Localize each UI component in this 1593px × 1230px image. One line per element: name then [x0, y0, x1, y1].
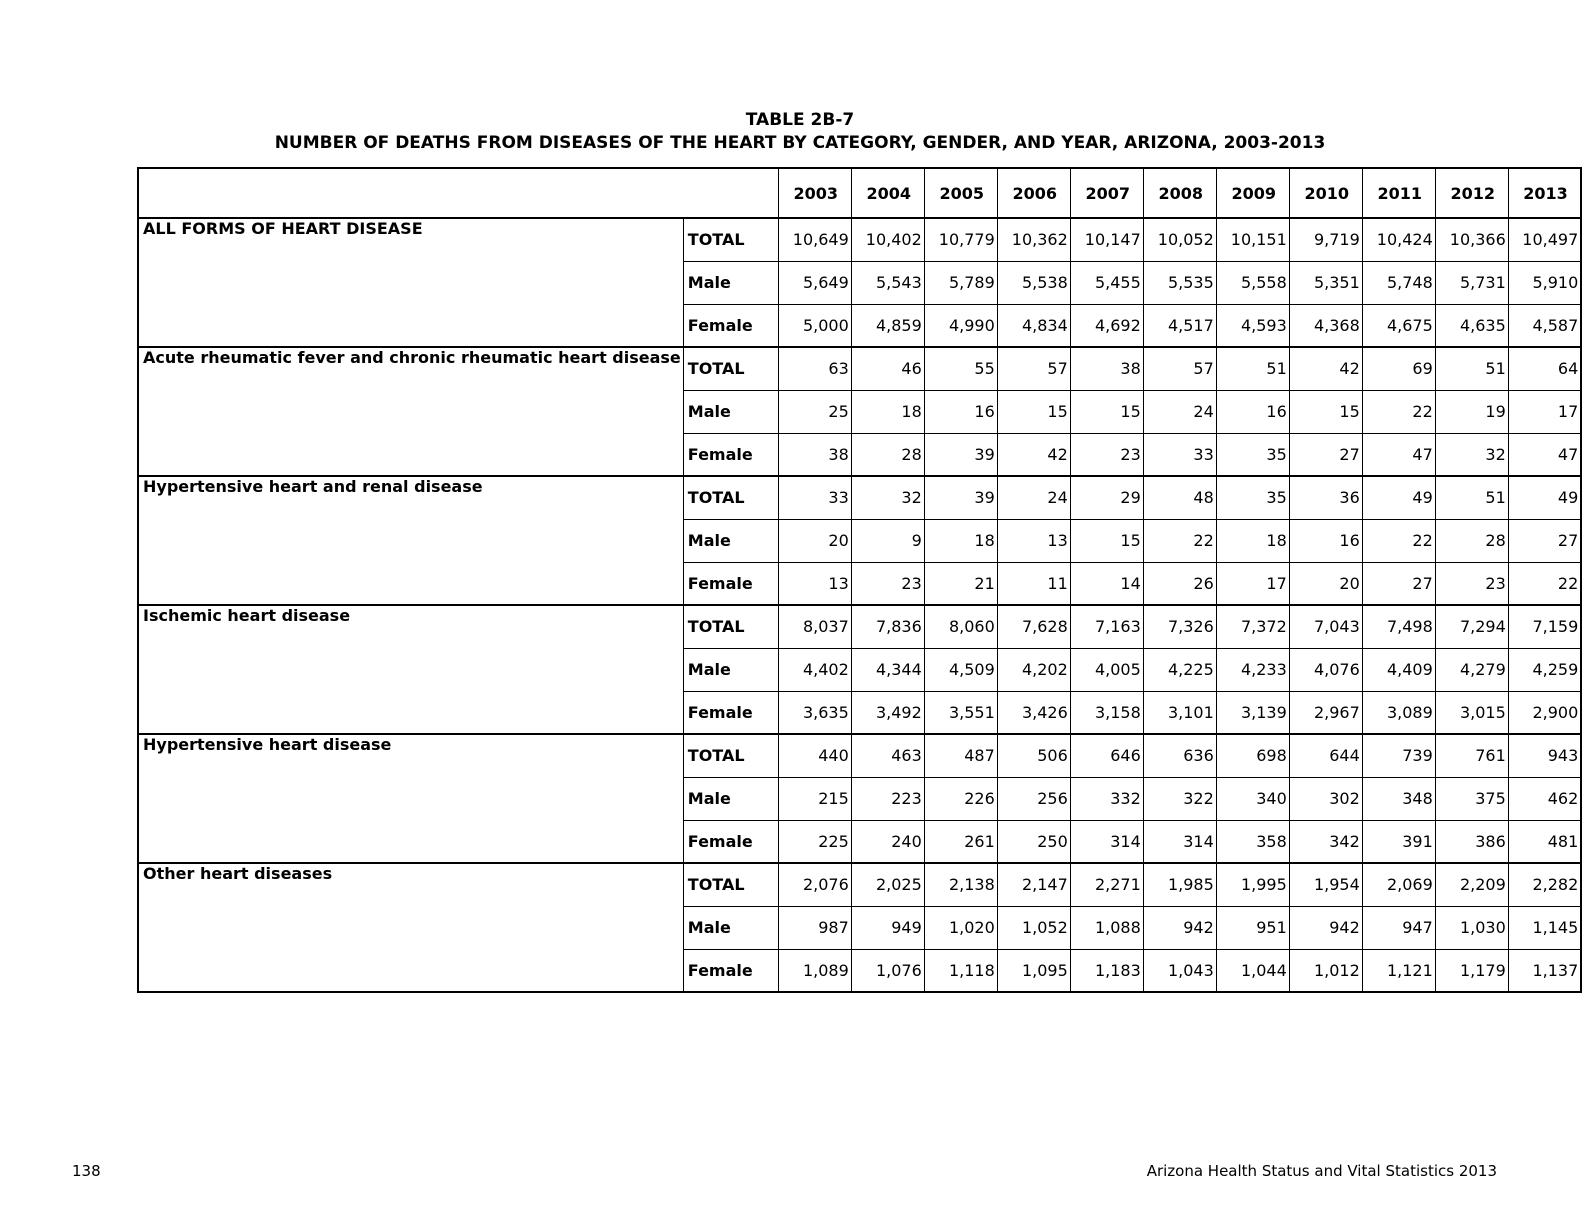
table-number: TABLE 2B-7 — [745, 110, 855, 130]
value-cell: 7,372 — [1216, 605, 1289, 648]
value-cell: 463 — [851, 734, 924, 777]
value-cell: 223 — [851, 777, 924, 820]
value-cell: 348 — [1362, 777, 1435, 820]
table-row — [138, 863, 1581, 906]
value-cell: 1,995 — [1216, 863, 1289, 906]
year-header-2008: 2008 — [1143, 168, 1216, 218]
value-cell: 10,052 — [1143, 218, 1216, 261]
value-cell: 947 — [1362, 906, 1435, 949]
value-cell: 4,692 — [1070, 304, 1143, 347]
value-cell: 644 — [1289, 734, 1362, 777]
value-cell: 1,020 — [924, 906, 997, 949]
value-cell: 7,836 — [851, 605, 924, 648]
value-cell: 4,834 — [997, 304, 1070, 347]
gender-label: Male — [683, 648, 778, 691]
value-cell: 51 — [1435, 347, 1508, 390]
value-cell: 2,138 — [924, 863, 997, 906]
value-cell: 10,362 — [997, 218, 1070, 261]
value-cell: 1,030 — [1435, 906, 1508, 949]
value-cell: 5,789 — [924, 261, 997, 304]
table-row — [138, 605, 1581, 648]
value-cell: 22 — [1508, 562, 1581, 605]
value-cell: 302 — [1289, 777, 1362, 820]
value-cell: 25 — [778, 390, 851, 433]
value-cell: 1,044 — [1216, 949, 1289, 992]
value-cell: 3,426 — [997, 691, 1070, 734]
value-cell: 2,025 — [851, 863, 924, 906]
value-cell: 951 — [1216, 906, 1289, 949]
value-cell: 35 — [1216, 476, 1289, 519]
value-cell: 33 — [1143, 433, 1216, 476]
value-cell: 3,089 — [1362, 691, 1435, 734]
value-cell: 1,095 — [997, 949, 1070, 992]
gender-label: TOTAL — [683, 347, 778, 390]
value-cell: 57 — [1143, 347, 1216, 390]
gender-label: Male — [683, 390, 778, 433]
heart-disease-deaths-table — [137, 167, 1582, 993]
value-cell: 4,344 — [851, 648, 924, 691]
value-cell: 332 — [1070, 777, 1143, 820]
value-cell: 22 — [1143, 519, 1216, 562]
value-cell: 15 — [1289, 390, 1362, 433]
year-header-2007: 2007 — [1070, 168, 1143, 218]
value-cell: 10,424 — [1362, 218, 1435, 261]
value-cell: 22 — [1362, 390, 1435, 433]
year-header-2013: 2013 — [1508, 168, 1581, 218]
value-cell: 18 — [1216, 519, 1289, 562]
value-cell: 38 — [778, 433, 851, 476]
gender-label: TOTAL — [683, 863, 778, 906]
value-cell: 7,498 — [1362, 605, 1435, 648]
value-cell: 1,137 — [1508, 949, 1581, 992]
gender-label: TOTAL — [683, 476, 778, 519]
header-row — [138, 168, 1581, 218]
value-cell: 51 — [1216, 347, 1289, 390]
value-cell: 1,985 — [1143, 863, 1216, 906]
value-cell: 2,209 — [1435, 863, 1508, 906]
value-cell: 375 — [1435, 777, 1508, 820]
value-cell: 342 — [1289, 820, 1362, 863]
value-cell: 1,118 — [924, 949, 997, 992]
value-cell: 1,043 — [1143, 949, 1216, 992]
value-cell: 4,517 — [1143, 304, 1216, 347]
value-cell: 7,043 — [1289, 605, 1362, 648]
year-header-2006: 2006 — [997, 168, 1070, 218]
year-header-2003: 2003 — [778, 168, 851, 218]
value-cell: 27 — [1508, 519, 1581, 562]
year-header-2009: 2009 — [1216, 168, 1289, 218]
value-cell: 250 — [997, 820, 1070, 863]
value-cell: 2,282 — [1508, 863, 1581, 906]
value-cell: 17 — [1216, 562, 1289, 605]
value-cell: 4,635 — [1435, 304, 1508, 347]
value-cell: 24 — [1143, 390, 1216, 433]
value-cell: 38 — [1070, 347, 1143, 390]
value-cell: 51 — [1435, 476, 1508, 519]
value-cell: 462 — [1508, 777, 1581, 820]
value-cell: 10,402 — [851, 218, 924, 261]
value-cell: 9 — [851, 519, 924, 562]
header-blank-cell — [138, 168, 778, 218]
value-cell: 5,558 — [1216, 261, 1289, 304]
value-cell: 47 — [1508, 433, 1581, 476]
gender-label: Female — [683, 949, 778, 992]
value-cell: 1,954 — [1289, 863, 1362, 906]
value-cell: 10,366 — [1435, 218, 1508, 261]
value-cell: 3,492 — [851, 691, 924, 734]
year-header-2004: 2004 — [851, 168, 924, 218]
category-label: Acute rheumatic fever and chronic rheumatic heart disease — [138, 347, 683, 476]
value-cell: 22 — [1362, 519, 1435, 562]
value-cell: 16 — [924, 390, 997, 433]
publication-footer: Arizona Health Status and Vital Statistics 2013 — [1146, 1162, 1497, 1180]
value-cell: 17 — [1508, 390, 1581, 433]
value-cell: 7,294 — [1435, 605, 1508, 648]
year-header-2011: 2011 — [1362, 168, 1435, 218]
category-label: Hypertensive heart and renal disease — [138, 476, 683, 605]
value-cell: 1,179 — [1435, 949, 1508, 992]
value-cell: 215 — [778, 777, 851, 820]
value-cell: 28 — [1435, 519, 1508, 562]
value-cell: 20 — [778, 519, 851, 562]
value-cell: 15 — [997, 390, 1070, 433]
value-cell: 7,326 — [1143, 605, 1216, 648]
value-cell: 20 — [1289, 562, 1362, 605]
category-label: Hypertensive heart disease — [138, 734, 683, 863]
gender-label: Female — [683, 562, 778, 605]
value-cell: 55 — [924, 347, 997, 390]
value-cell: 226 — [924, 777, 997, 820]
value-cell: 24 — [997, 476, 1070, 519]
value-cell: 5,000 — [778, 304, 851, 347]
value-cell: 7,628 — [997, 605, 1070, 648]
value-cell: 5,649 — [778, 261, 851, 304]
year-header-2005: 2005 — [924, 168, 997, 218]
value-cell: 506 — [997, 734, 1070, 777]
value-cell: 63 — [778, 347, 851, 390]
value-cell: 2,147 — [997, 863, 1070, 906]
value-cell: 261 — [924, 820, 997, 863]
value-cell: 27 — [1362, 562, 1435, 605]
value-cell: 3,551 — [924, 691, 997, 734]
value-cell: 322 — [1143, 777, 1216, 820]
value-cell: 1,052 — [997, 906, 1070, 949]
value-cell: 942 — [1143, 906, 1216, 949]
value-cell: 2,076 — [778, 863, 851, 906]
value-cell: 7,159 — [1508, 605, 1581, 648]
value-cell: 646 — [1070, 734, 1143, 777]
value-cell: 35 — [1216, 433, 1289, 476]
value-cell: 21 — [924, 562, 997, 605]
table-title: NUMBER OF DEATHS FROM DISEASES OF THE HEART BY CATEGORY, GENDER, AND YEAR, ARIZONA, 2003-2013 — [274, 133, 1326, 153]
value-cell: 225 — [778, 820, 851, 863]
gender-label: Male — [683, 906, 778, 949]
table-row — [138, 218, 1581, 261]
gender-label: Female — [683, 433, 778, 476]
value-cell: 13 — [778, 562, 851, 605]
value-cell: 64 — [1508, 347, 1581, 390]
value-cell: 1,088 — [1070, 906, 1143, 949]
value-cell: 5,455 — [1070, 261, 1143, 304]
value-cell: 2,069 — [1362, 863, 1435, 906]
value-cell: 5,748 — [1362, 261, 1435, 304]
value-cell: 5,543 — [851, 261, 924, 304]
value-cell: 26 — [1143, 562, 1216, 605]
value-cell: 57 — [997, 347, 1070, 390]
value-cell: 2,900 — [1508, 691, 1581, 734]
value-cell: 4,859 — [851, 304, 924, 347]
value-cell: 5,538 — [997, 261, 1070, 304]
value-cell: 358 — [1216, 820, 1289, 863]
value-cell: 4,259 — [1508, 648, 1581, 691]
gender-label: TOTAL — [683, 734, 778, 777]
value-cell: 32 — [1435, 433, 1508, 476]
value-cell: 10,147 — [1070, 218, 1143, 261]
value-cell: 16 — [1289, 519, 1362, 562]
value-cell: 340 — [1216, 777, 1289, 820]
value-cell: 739 — [1362, 734, 1435, 777]
value-cell: 698 — [1216, 734, 1289, 777]
gender-label: Female — [683, 691, 778, 734]
table-row — [138, 347, 1581, 390]
value-cell: 48 — [1143, 476, 1216, 519]
value-cell: 3,101 — [1143, 691, 1216, 734]
value-cell: 7,163 — [1070, 605, 1143, 648]
value-cell: 3,158 — [1070, 691, 1143, 734]
value-cell: 29 — [1070, 476, 1143, 519]
value-cell: 4,409 — [1362, 648, 1435, 691]
value-cell: 3,139 — [1216, 691, 1289, 734]
value-cell: 487 — [924, 734, 997, 777]
category-label: Other heart diseases — [138, 863, 683, 992]
value-cell: 4,076 — [1289, 648, 1362, 691]
gender-label: Male — [683, 261, 778, 304]
gender-label: Female — [683, 820, 778, 863]
value-cell: 49 — [1508, 476, 1581, 519]
year-header-2012: 2012 — [1435, 168, 1508, 218]
gender-label: TOTAL — [683, 218, 778, 261]
value-cell: 10,779 — [924, 218, 997, 261]
value-cell: 16 — [1216, 390, 1289, 433]
value-cell: 4,402 — [778, 648, 851, 691]
value-cell: 13 — [997, 519, 1070, 562]
value-cell: 46 — [851, 347, 924, 390]
value-cell: 23 — [851, 562, 924, 605]
value-cell: 42 — [1289, 347, 1362, 390]
value-cell: 8,060 — [924, 605, 997, 648]
value-cell: 10,649 — [778, 218, 851, 261]
value-cell: 5,731 — [1435, 261, 1508, 304]
value-cell: 5,351 — [1289, 261, 1362, 304]
value-cell: 39 — [924, 433, 997, 476]
value-cell: 314 — [1070, 820, 1143, 863]
value-cell: 15 — [1070, 390, 1143, 433]
value-cell: 481 — [1508, 820, 1581, 863]
value-cell: 18 — [924, 519, 997, 562]
value-cell: 4,233 — [1216, 648, 1289, 691]
value-cell: 3,015 — [1435, 691, 1508, 734]
category-label: ALL FORMS OF HEART DISEASE — [138, 218, 683, 347]
value-cell: 4,279 — [1435, 648, 1508, 691]
gender-label: Female — [683, 304, 778, 347]
value-cell: 11 — [997, 562, 1070, 605]
value-cell: 9,719 — [1289, 218, 1362, 261]
value-cell: 943 — [1508, 734, 1581, 777]
value-cell: 14 — [1070, 562, 1143, 605]
value-cell: 2,271 — [1070, 863, 1143, 906]
value-cell: 23 — [1070, 433, 1143, 476]
gender-label: Male — [683, 519, 778, 562]
value-cell: 4,368 — [1289, 304, 1362, 347]
value-cell: 386 — [1435, 820, 1508, 863]
value-cell: 240 — [851, 820, 924, 863]
value-cell: 10,497 — [1508, 218, 1581, 261]
gender-label: TOTAL — [683, 605, 778, 648]
value-cell: 3,635 — [778, 691, 851, 734]
value-cell: 391 — [1362, 820, 1435, 863]
value-cell: 256 — [997, 777, 1070, 820]
value-cell: 4,202 — [997, 648, 1070, 691]
value-cell: 49 — [1362, 476, 1435, 519]
page-number: 138 — [72, 1162, 101, 1180]
value-cell: 39 — [924, 476, 997, 519]
value-cell: 4,587 — [1508, 304, 1581, 347]
value-cell: 1,145 — [1508, 906, 1581, 949]
value-cell: 15 — [1070, 519, 1143, 562]
value-cell: 8,037 — [778, 605, 851, 648]
value-cell: 28 — [851, 433, 924, 476]
value-cell: 69 — [1362, 347, 1435, 390]
value-cell: 942 — [1289, 906, 1362, 949]
value-cell: 47 — [1362, 433, 1435, 476]
table-body — [138, 218, 1581, 992]
year-header-2010: 2010 — [1289, 168, 1362, 218]
value-cell: 5,910 — [1508, 261, 1581, 304]
value-cell: 33 — [778, 476, 851, 519]
value-cell: 761 — [1435, 734, 1508, 777]
value-cell: 1,012 — [1289, 949, 1362, 992]
value-cell: 23 — [1435, 562, 1508, 605]
value-cell: 1,076 — [851, 949, 924, 992]
value-cell: 987 — [778, 906, 851, 949]
value-cell: 4,675 — [1362, 304, 1435, 347]
table-row — [138, 476, 1581, 519]
value-cell: 36 — [1289, 476, 1362, 519]
value-cell: 5,535 — [1143, 261, 1216, 304]
value-cell: 1,183 — [1070, 949, 1143, 992]
value-cell: 4,990 — [924, 304, 997, 347]
value-cell: 27 — [1289, 433, 1362, 476]
value-cell: 4,593 — [1216, 304, 1289, 347]
value-cell: 19 — [1435, 390, 1508, 433]
gender-label: Male — [683, 777, 778, 820]
value-cell: 4,225 — [1143, 648, 1216, 691]
value-cell: 32 — [851, 476, 924, 519]
value-cell: 949 — [851, 906, 924, 949]
value-cell: 1,089 — [778, 949, 851, 992]
value-cell: 42 — [997, 433, 1070, 476]
value-cell: 4,509 — [924, 648, 997, 691]
value-cell: 314 — [1143, 820, 1216, 863]
value-cell: 636 — [1143, 734, 1216, 777]
value-cell: 440 — [778, 734, 851, 777]
value-cell: 18 — [851, 390, 924, 433]
value-cell: 2,967 — [1289, 691, 1362, 734]
category-label: Ischemic heart disease — [138, 605, 683, 734]
table-row — [138, 734, 1581, 777]
value-cell: 10,151 — [1216, 218, 1289, 261]
value-cell: 4,005 — [1070, 648, 1143, 691]
value-cell: 1,121 — [1362, 949, 1435, 992]
